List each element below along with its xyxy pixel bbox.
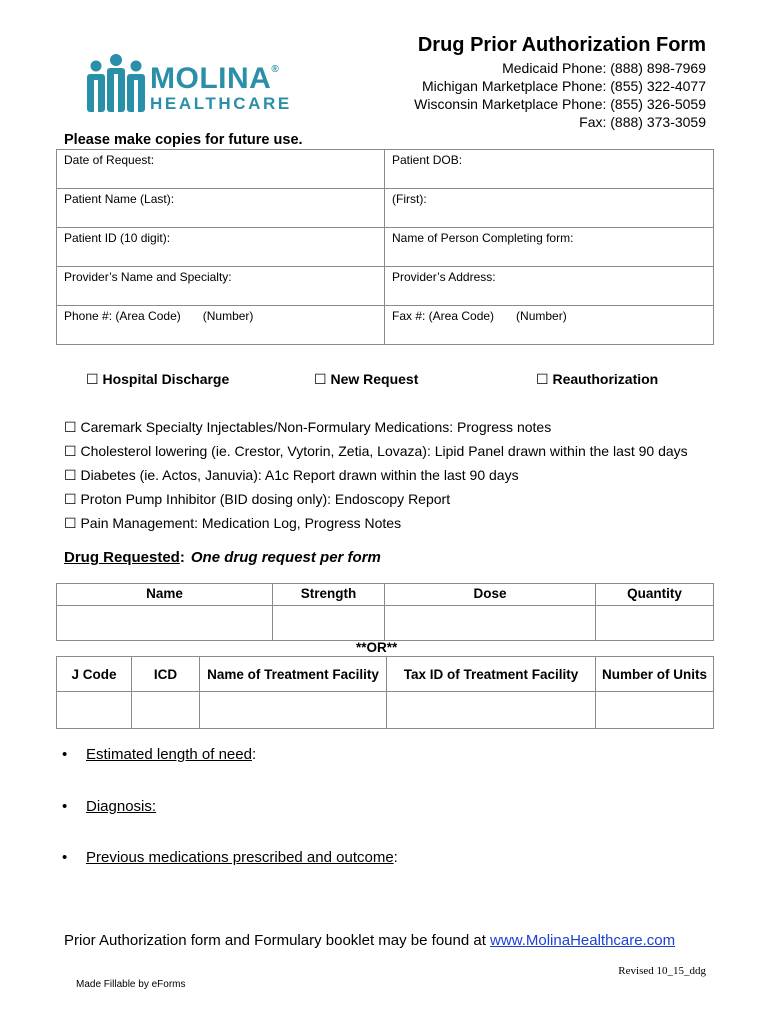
patient-id-field[interactable]: Patient ID (10 digit):: [57, 228, 385, 267]
jcode-header: J Code: [57, 657, 132, 692]
hospital-discharge-checkbox[interactable]: ☐ Hospital Discharge: [86, 371, 230, 387]
people-icon: [84, 54, 148, 112]
requirement-caremark-checkbox[interactable]: ☐ Caremark Specialty Injectables/Non-Formulary Medications: Progress notes: [64, 419, 552, 435]
treatment-facility-input[interactable]: [200, 692, 387, 729]
or-label: **OR**: [356, 640, 398, 655]
drug-name-input[interactable]: [57, 606, 273, 641]
drug-dose-header: Dose: [385, 584, 596, 606]
contact-michigan: Michigan Marketplace Phone: (855) 322-4077: [421, 78, 706, 94]
bullet-icon: •: [62, 849, 68, 866]
new-request-checkbox[interactable]: ☐ New Request: [314, 371, 419, 387]
drug-quantity-header: Quantity: [596, 584, 714, 606]
fax-field[interactable]: Fax #: (Area Code) (Number): [385, 306, 714, 345]
drug-requested-heading: Drug Requested: One drug request per form: [64, 549, 381, 566]
drug-name-header: Name: [57, 584, 273, 606]
number-of-units-input[interactable]: [596, 692, 714, 729]
molina-website-link[interactable]: www.MolinaHealthcare.com: [490, 932, 676, 949]
logo-subname: HEALTHCARE: [150, 94, 292, 113]
molina-logo: [84, 52, 292, 114]
patient-last-name-field[interactable]: Patient Name (Last):: [57, 189, 385, 228]
estimated-length-field[interactable]: • Estimated length of need:: [62, 746, 257, 763]
revision-label: Revised 10_15_ddg: [618, 965, 706, 977]
number-of-units-header: Number of Units: [596, 657, 714, 692]
made-fillable-label: Made Fillable by eForms: [76, 979, 186, 990]
drug-dose-input[interactable]: [385, 606, 596, 641]
tax-id-input[interactable]: [387, 692, 596, 729]
patient-first-name-field[interactable]: (First):: [385, 189, 714, 228]
previous-medications-field[interactable]: • Previous medications prescribed and outcome:: [62, 849, 398, 866]
date-of-request-field[interactable]: Date of Request:: [57, 150, 385, 189]
person-completing-field[interactable]: Name of Person Completing form:: [385, 228, 714, 267]
drug-quantity-input[interactable]: [596, 606, 714, 641]
tax-id-header: Tax ID of Treatment Facility: [387, 657, 596, 692]
patient-dob-field[interactable]: Patient DOB:: [385, 150, 714, 189]
form-title: Drug Prior Authorization Form: [417, 34, 706, 56]
contact-wisconsin: Wisconsin Marketplace Phone: (855) 326-5059: [414, 96, 706, 112]
requirement-cholesterol-checkbox[interactable]: ☐ Cholesterol lowering (ie. Crestor, Vytorin, Zetia, Lovaza): Lipid Panel drawn within the last 90 days: [64, 443, 688, 459]
phone-field[interactable]: Phone #: (Area Code) (Number): [57, 306, 385, 345]
provider-name-field[interactable]: Provider’s Name and Specialty:: [57, 267, 385, 306]
contact-medicaid: Medicaid Phone: (888) 898-7969: [502, 60, 706, 76]
drug-table: [56, 583, 714, 641]
drug-strength-header: Strength: [273, 584, 385, 606]
jcode-table: [56, 656, 714, 729]
logo-name: MOLINA®: [150, 62, 280, 95]
diagnosis-field[interactable]: • Diagnosis:: [62, 798, 157, 815]
treatment-facility-header: Name of Treatment Facility: [200, 657, 387, 692]
icd-input[interactable]: [132, 692, 200, 729]
jcode-input[interactable]: [57, 692, 132, 729]
requirement-ppi-checkbox[interactable]: ☐ Proton Pump Inhibitor (BID dosing only): Endoscopy Report: [64, 491, 451, 507]
patient-info-table: [56, 149, 714, 345]
requirement-pain-checkbox[interactable]: ☐ Pain Management: Medication Log, Progress Notes: [64, 515, 402, 531]
contact-fax: Fax: (888) 373-3059: [579, 114, 706, 130]
copies-note: Please make copies for future use.: [64, 132, 303, 148]
provider-address-field[interactable]: Provider’s Address:: [385, 267, 714, 306]
reauthorization-checkbox[interactable]: ☐ Reauthorization: [536, 371, 659, 387]
footer-note: Prior Authorization form and Formulary booklet may be found at www.MolinaHealthcare.com: [64, 932, 676, 949]
drug-strength-input[interactable]: [273, 606, 385, 641]
requirement-diabetes-checkbox[interactable]: ☐ Diabetes (ie. Actos, Januvia): A1c Report drawn within the last 90 days: [64, 467, 519, 483]
bullet-icon: •: [62, 746, 68, 763]
icd-header: ICD: [132, 657, 200, 692]
bullet-icon: •: [62, 798, 68, 815]
